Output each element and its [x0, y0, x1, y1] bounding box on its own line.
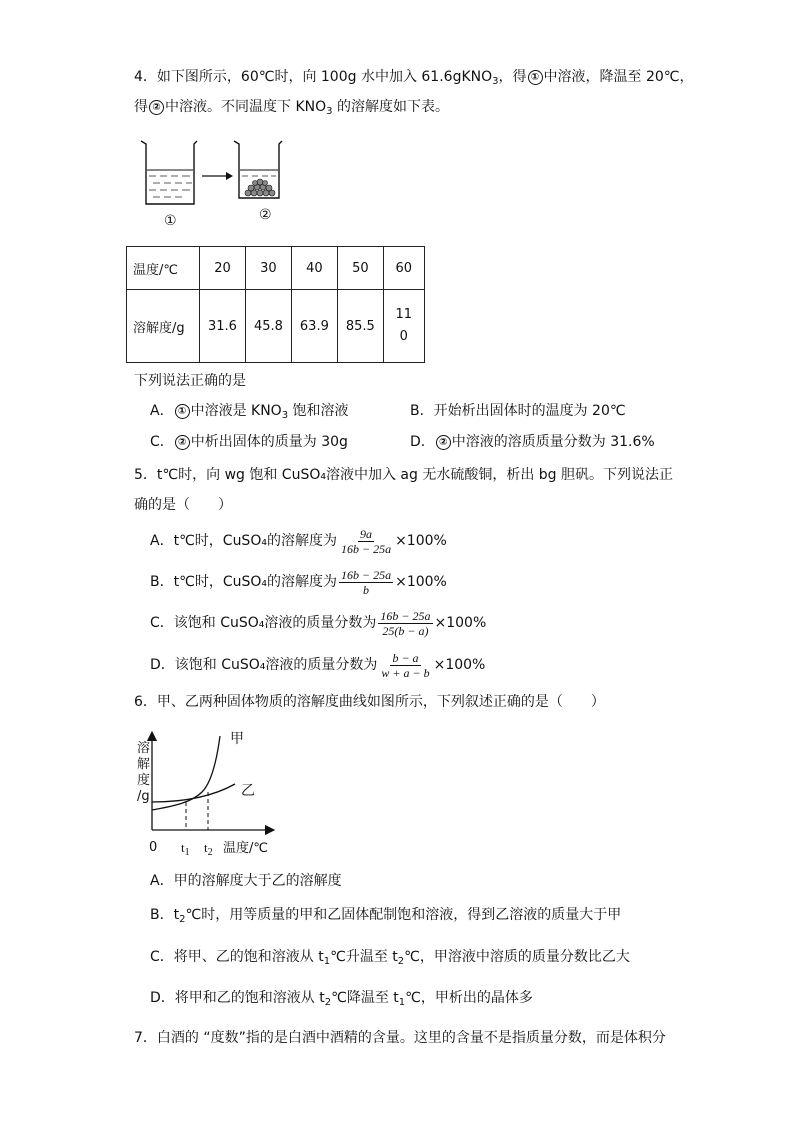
curve-yi	[152, 784, 235, 802]
table-cell: 50	[337, 247, 383, 290]
q4-option-a[interactable]: A． ① 中溶液是 $KNO_3$ 饱和溶液	[150, 403, 349, 421]
q6-line: 6．甲、乙两种固体物质的溶解度曲线如图所示，下列叙述正确的是（ ）	[134, 694, 605, 710]
q5-option-b[interactable]: B．t℃时，CuSO₄的溶解度为 $\frac{16b - 25a}{b}$ ×100%	[150, 567, 447, 597]
table-cell: 20	[200, 247, 246, 290]
table-cell: 60	[383, 247, 424, 290]
q4-line2: 得 ② 中溶液。不同温度下 $KNO_3$ 的溶解度如下表。	[134, 99, 449, 117]
graph-t2: $t_2$	[204, 840, 213, 858]
q5-line1: 5．t℃时，向 wg 饱和 CuSO₄溶液中加入 ag 无水硫酸铜，析出 bg 胆矾。下列说法正	[134, 467, 674, 483]
q5-option-a[interactable]: A．t℃时，CuSO₄的溶解度为 $\frac{9a}{16b - 25a}$ ×100%	[150, 526, 447, 556]
graph-origin: 0	[149, 840, 158, 855]
graph-t1: $t_1$	[181, 840, 190, 858]
q4-option-d[interactable]: D． ② 中溶液的溶质质量分数为 31.6%	[410, 434, 655, 450]
table-cell: 31.6	[200, 290, 246, 363]
solubility-table	[126, 246, 425, 363]
q4-option-c[interactable]: C． ② 中析出固体的质量为 30g	[150, 434, 348, 450]
beaker-2	[234, 141, 282, 198]
table-cell: 63.9	[291, 290, 337, 363]
table-head-solubility: 溶解度/g	[127, 290, 200, 363]
label-jia: 甲	[230, 731, 244, 747]
table-cell: 85.5	[337, 290, 383, 363]
q5-option-d[interactable]: D．该饱和 CuSO₄溶液的质量分数为 $\frac{b - a}{w + a - b}$ ×100%	[150, 650, 486, 680]
arrow	[202, 172, 233, 180]
q4-prompt: 下列说法正确的是	[134, 373, 246, 389]
beaker-2-label: ②	[259, 207, 272, 223]
table-row-solubility	[127, 290, 425, 363]
beaker-1-label: ①	[164, 213, 177, 229]
q4-line1: 4．如下图所示，60℃时，向 100g 水中加入 61.6gKNO$_3$，得 ① 中溶液，降温至 20℃，	[134, 69, 694, 87]
q7-line: 7．白酒的 “度数”指的是白酒中酒精的含量。这里的含量不是指质量分数，而是体积分	[134, 1030, 666, 1046]
graph-xlabel: 温度/℃	[223, 841, 268, 856]
table-cell: 30	[245, 247, 291, 290]
beaker-1	[141, 141, 197, 204]
label-yi: 乙	[241, 783, 255, 799]
q5-option-c[interactable]: C．该饱和 CuSO₄溶液的质量分数为 $\frac{16b - 25a}{25(b - a)}$ ×100%	[150, 608, 487, 638]
q6-option-d[interactable]: D．将甲和乙的饱和溶液从 $t_2℃$降温至 $t_1℃$，甲析出的晶体多	[150, 990, 533, 1008]
table-cell-wrapped: 11 0	[383, 290, 424, 363]
q6-option-b[interactable]: B．$t_2℃$时，用等质量的甲和乙固体配制饱和溶液，得到乙溶液的质量大于甲	[150, 907, 622, 925]
graph-ylabel: 溶 解 度 /g	[137, 741, 151, 804]
q4-option-b[interactable]: B．开始析出固体时的温度为 20℃	[410, 403, 626, 419]
table-row-temperature	[127, 247, 425, 290]
table-head-temperature: 温度/℃	[127, 247, 200, 290]
curve-jia	[152, 736, 220, 810]
q5-line2: 确的是（ ）	[134, 497, 232, 513]
q6-option-a[interactable]: A．甲的溶解度大于乙的溶解度	[150, 873, 342, 889]
table-cell: 40	[291, 247, 337, 290]
table-cell: 45.8	[245, 290, 291, 363]
q6-option-c[interactable]: C．将甲、乙的饱和溶液从 $t_1℃$升温至 $t_2℃$，甲溶液中溶质的质量分数比乙大	[150, 949, 630, 967]
